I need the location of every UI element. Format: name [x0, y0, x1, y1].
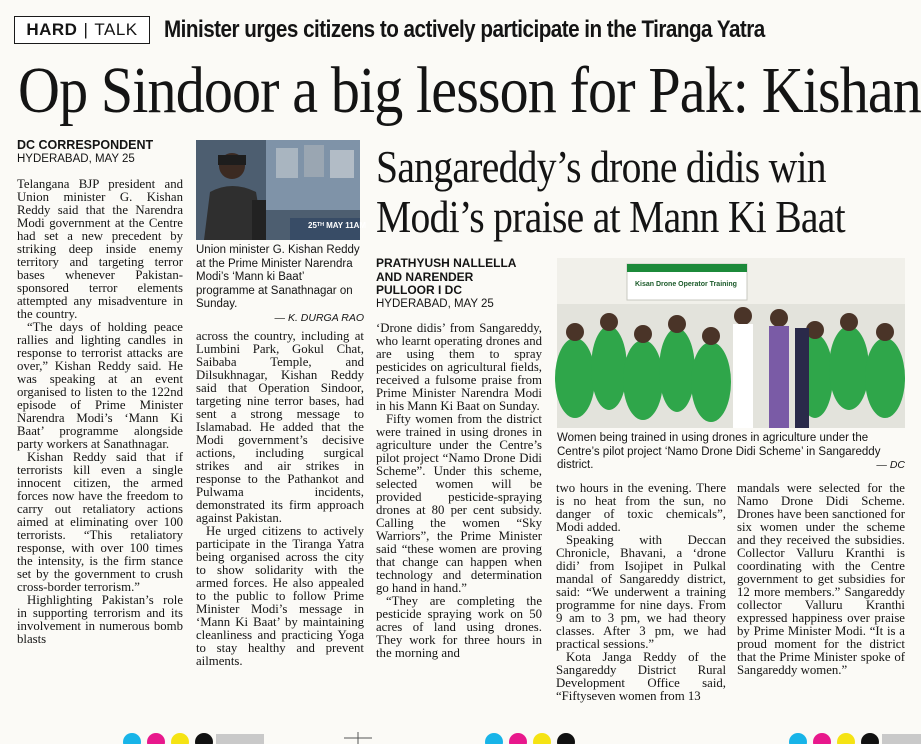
paragraph: Highlighting Pakistan’s role in supporting terrorism and its involvement in numerous bomb blasts [17, 593, 183, 646]
paragraph: Kishan Reddy said that if terrorists kill even a single innocent citizen, the armed forces now have the freedom to carry out retaliatory actions aimed at eliminating over 100 terrorists. “This retaliatory response, with over 100 times the intensity, is the firm stance set by the government to crush cross-border terrorism.” [17, 450, 183, 594]
second-headline-line1: Sangareddy’s drone didis win [376, 141, 826, 192]
paragraph: “The days of holding peace rallies and lighting candles in response to terrorist attacks are over,” Kishan Reddy said. He was speaking at an event organised to listen to the 122nd episode of Prime Minister Narendra Modi’s ‘Mann Ki Baat’ programme alongside party workers at Sanathnagar. [17, 320, 183, 451]
second-dateline: HYDERABAD, MAY 25 [376, 297, 494, 310]
paragraph: ‘Drone didis’ from Sangareddy, who learnt operating drones and are using them to spray pesticides on agricultural fields, received a fulsome praise from Prime Minister Narendra Modi in his Mann Ki Baat on Sunday. [376, 321, 542, 413]
kishan-photo [196, 140, 367, 240]
color-bar-right [485, 733, 921, 744]
drone-didi-photo-image [557, 258, 905, 428]
photo-banner-text: 25ᵀᴴ MAY 11AM [308, 221, 367, 230]
drone-photo-caption [557, 432, 905, 473]
section-strip [14, 16, 908, 46]
drone-didi-photo [557, 258, 905, 428]
kishan-photo-image [196, 140, 367, 240]
drone-photo-credit: — DC [876, 459, 905, 471]
drone-caption-text: Women being trained in using drones in agriculture under the Centre’s pilot project ‘Namo Drone Didi Scheme’ in Sangareddy district. [557, 432, 881, 471]
second-byline-line1: PRATHYUSH NALLELLA [376, 256, 517, 270]
second-headline-line2: Modi’s praise at Mann Ki Baat [376, 191, 845, 242]
main-byline [17, 138, 153, 166]
kicker-headline: Minister urges citizens to actively participate in the Tiranga Yatra [164, 16, 765, 43]
main-byline-name: DC CORRESPONDENT [17, 138, 154, 152]
tag-hard: HARD [26, 20, 78, 39]
second-byline [376, 257, 516, 311]
second-byline-line3: PULLOOR I DC [376, 283, 462, 297]
second-article-col2 [556, 482, 726, 718]
paragraph: two hours in the evening. There is no heat from the sun, no danger of toxic chemicals”, Modi added. [556, 481, 726, 534]
paragraph: mandals were selected for the Namo Drone Didi Scheme. Drones have been sanctioned for six women under the scheme and they received the subsidies. Collector Valluru Kranthi is coordinating with the Centre government to get subsidies for 12 more members.” Sangareddy collector Valluru Kranthi expressed happiness over praise by Prime Minister Modi. “It is a proud moment for the district that the Prime Minister spoke of Sangareddy women.” [737, 481, 905, 677]
print-color-bar [0, 732, 921, 744]
color-bar-left [123, 733, 264, 744]
paragraph: He urged citizens to actively participate in the Tiranga Yatra being organised across the city to show solidarity with the armed forces. He also appealed to the public to follow Prime Minister Modi’s message in ‘Mann Ki Baat’ by maintaining cleanliness and practicing Yoga to stay healthy and prevent ailments. [196, 524, 364, 668]
second-headline [376, 142, 845, 242]
main-article-col1 [17, 178, 183, 724]
paragraph: Telangana BJP president and Union minister G. Kishan Reddy said that the Narendra Modi government at the Centre had set a new precedent by striking deep inside enemy territory and targeting terror bases whenever Pakistan-sponsored terror elements attempted any misadventure in the country. [17, 177, 183, 321]
paragraph: “They are completing the pesticide spraying work on 50 acres of land using drones. They work for three hours in the morning and [376, 594, 542, 660]
kishan-photo-caption [196, 244, 364, 325]
tag-talk: TALK [94, 20, 138, 39]
paragraph: across the country, including at Lumbini Park, Gokul Chat, Saibaba Temple, and Dilsukhnagar, Kishan Reddy said that Operation Sindoor, targeting nine terror bases, had sent a strong message to Islamabad. He added that the Modi government’s decisive actions, including surgical strikes and air strikes in response to the Pathankot and Pulwama incidents, demonstrated its firm approach against Pakistan. [196, 329, 364, 525]
main-headline: Op Sindoor a big lesson for Pak: Kishan [18, 54, 921, 127]
paragraph: Speaking with Deccan Chronicle, Bhavani, a ‘drone didi’ from Isojipet in Pulkal mandal of Sangareddy district, said: “We underwent a training programme for nine days. From 9 am to 3 pm, we had theory classes. After 3 pm, we had practical sessions.” [556, 533, 726, 651]
second-article-col3 [737, 482, 905, 718]
kishan-photo-credit: — K. DURGA RAO [274, 311, 364, 324]
paragraph: Fifty women from the district were trained in using drones in agriculture under the Centre’s pilot project “Namo Drone Didi Scheme”. Under this scheme, selected women will be provided pesticide-spraying drones at 80 per cent subsidy. Calling the women “Sky Warriors”, the Prime Minister said “these women are proving that change can happen when technology and determination go hand in hand.” [376, 412, 542, 595]
tag-separator: | [83, 20, 89, 39]
main-dateline: HYDERABAD, MAY 25 [17, 153, 135, 165]
second-byline-line2: AND NARENDER [376, 269, 474, 284]
section-tag [14, 16, 150, 44]
main-article-col2 [196, 330, 364, 720]
banner-text: Kisan Drone Operator Training [635, 281, 737, 288]
paragraph: Kota Janga Reddy of the Sangareddy District Rural Development Office said, “Fiftyseven women from 13 [556, 650, 726, 703]
kishan-caption-text: Union minister G. Kishan Reddy at the Prime Minister Narendra Modi’s ‘Mann ki Baat’ programme at Sanathnagar on Sunday. [196, 244, 360, 310]
second-article-col1 [376, 322, 542, 720]
